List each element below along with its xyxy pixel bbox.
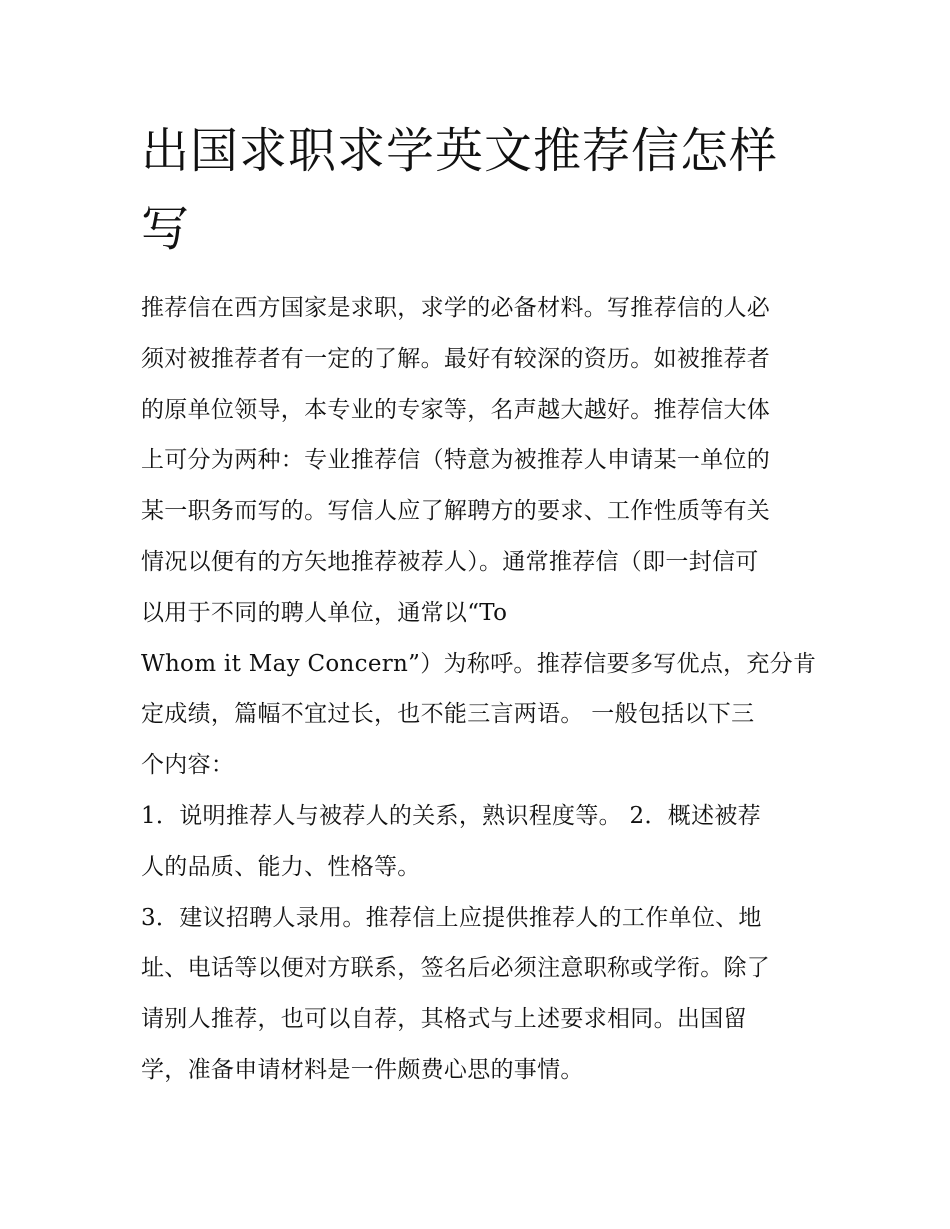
text-line: 址、电话等以便对方联系，签名后必须注意职称或学衔。除了 (141, 955, 771, 982)
title-line: 写 (141, 201, 191, 257)
closing-paragraph (141, 893, 813, 1096)
text-line: 以用于不同的聘人单位，通常以“To (141, 599, 508, 626)
text-line: 学，准备申请材料是一件颇费心思的事情。 (141, 1056, 584, 1083)
text-line: 某一职务而写的。写信人应了解聘方的要求、工作性质等有关 (141, 498, 771, 525)
title-line: 出国求职求学英文推荐信怎样 (141, 123, 779, 179)
text-line: 的原单位领导，本专业的专家等，名声越大越好。推荐信大体 (141, 396, 771, 423)
text-line: 情况以便有的方矢地推荐被荐人）。通常推荐信（即一封信可 (141, 548, 759, 575)
text-line: 3．建议招聘人录用。推荐信上应提供推荐人的工作单位、地 (141, 904, 762, 931)
text-line: 上可分为两种：专业推荐信（特意为被推荐人申请某一单位的 (141, 447, 771, 474)
intro-paragraph (141, 283, 817, 791)
text-line: 人的品质、能力、性格等。 (141, 853, 421, 880)
text-line: 个内容： (141, 752, 235, 779)
content-items-paragraph (141, 791, 813, 893)
text-line: 1．说明推荐人与被荐人的关系，熟识程度等。 2．概述被荐 (141, 802, 761, 829)
text-line: 请别人推荐，也可以自荐，其格式与上述要求相同。出国留 (141, 1006, 747, 1033)
text-line: Whom it May Concern”）为称呼。推荐信要多写优点，充分肯 (141, 650, 817, 677)
document-body (141, 283, 817, 1096)
text-line: 须对被推荐者有一定的了解。最好有较深的资历。如被推荐者 (141, 345, 771, 372)
document-title (141, 112, 811, 268)
text-line: 推荐信在西方国家是求职，求学的必备材料。写推荐信的人必 (141, 295, 771, 321)
text-line: 定成绩，篇幅不宜过长，也不能三言两语。 一般包括以下三 (141, 701, 755, 728)
